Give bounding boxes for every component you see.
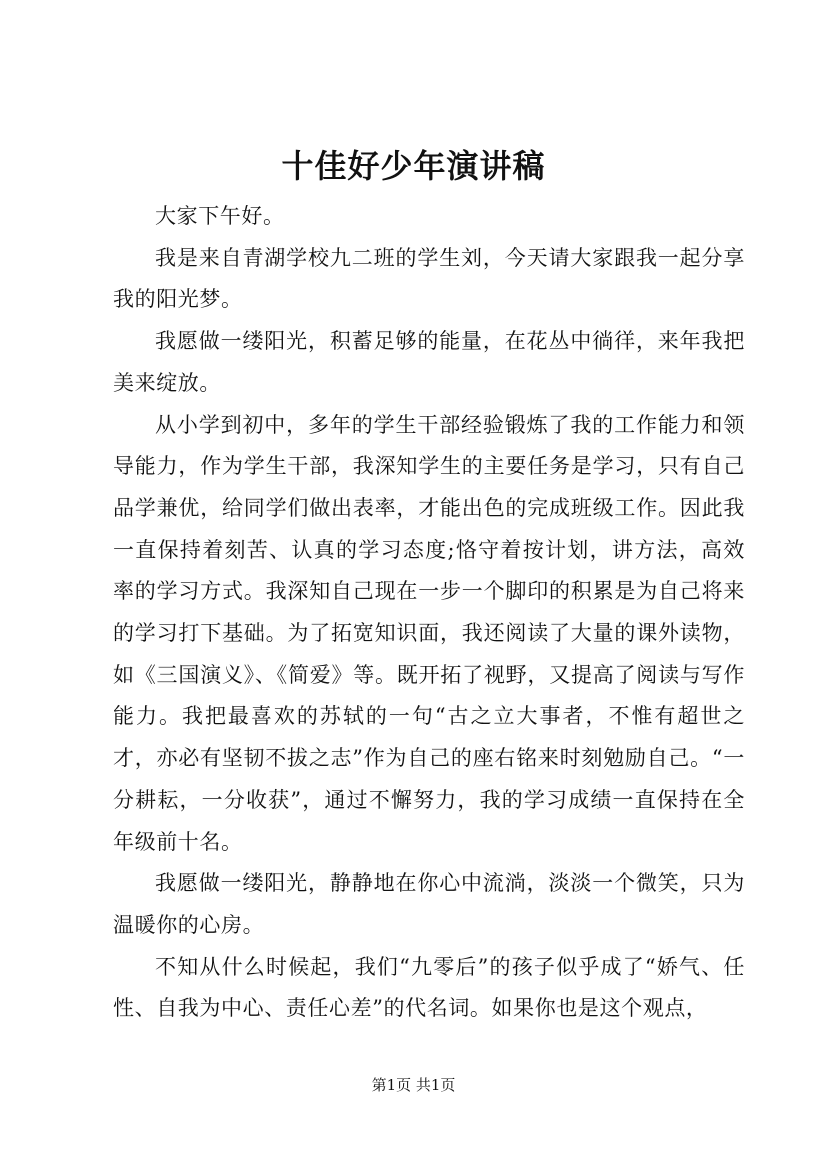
paragraph-study-experience: 从小学到初中，多年的学生干部经验锻炼了我的工作能力和领导能力，作为学生干部，我深知学生的主要任务是学习，只有自己品学兼优，给同学们做出表率，才能出色的完成班级工作。因此我一直保持着刻苦、认真的学习态度;恪守着按计划，讲方法，高效率的学习方式。我深知自己现在一步一个脚印的积累是为自己将来的学习打下基础。为了拓宽知识面，我还阅读了大量的课外读物，如《三国演义》、《简爱》等。既开拓了视野，又提高了阅读与写作能力。我把最喜欢的苏轼的一句“古之立大事者，不惟有超世之才，亦必有坚韧不拔之志”作为自己的座右铭来时刻勉励自己。“一分耕耘，一分收获”，通过不懈努力，我的学习成绩一直保持在全年级前十名。 xyxy=(113,412,745,854)
document-title: 十佳好少年演讲稿 xyxy=(281,147,546,185)
document-body xyxy=(113,196,745,1030)
paragraph-nineties-generation: 不知从什么时候起，我们“九零后”的孩子似乎成了“娇气、任性、自我为中心、责任心差”的代名词。如果你也是这个观点， xyxy=(113,954,745,1021)
paragraph-introduction: 我是来自青湖学校九二班的学生刘，今天请大家跟我一起分享我的阳光梦。 xyxy=(113,245,745,312)
page-number-footer: 第1页 共1页 xyxy=(371,1076,456,1094)
paragraph-sunshine-wish: 我愿做一缕阳光，积蓄足够的能量，在花丛中徜徉，来年我把美来绽放。 xyxy=(113,329,745,395)
paragraph-warm-heart: 我愿做一缕阳光，静静地在你心中流淌，淡淡一个微笑，只为温暖你的心房。 xyxy=(113,871,745,937)
paragraph-greeting: 大家下午好。 xyxy=(155,204,285,228)
